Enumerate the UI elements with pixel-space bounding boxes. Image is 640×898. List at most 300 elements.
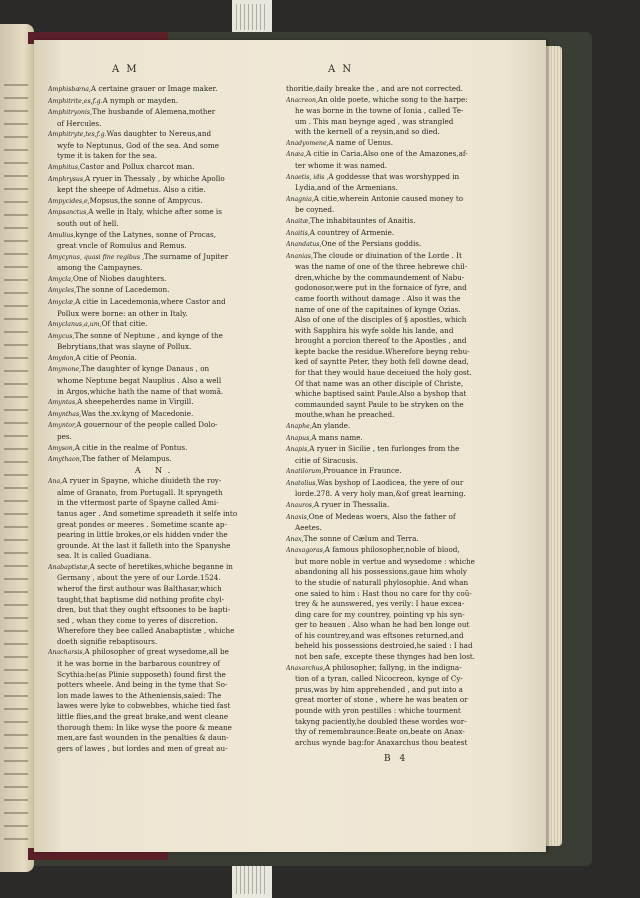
entry-headword: Amphisbæna, — [48, 86, 91, 93]
entry-text: Pollux were borne: an other in Italy. — [57, 308, 188, 318]
entry-text: with Sapphira his wyfe solde his lande, and — [295, 325, 454, 335]
entry-line — [286, 433, 501, 445]
entry-text: thoritie,daily breake the , and are not corrected. — [286, 84, 463, 93]
entry-line — [48, 595, 263, 606]
entry-line — [48, 309, 263, 320]
entry-text: it he was borne in the barbarous countrey of — [57, 659, 220, 669]
entry-text: A citie in the realme of Pontus. — [74, 442, 188, 452]
entry-text: sed , whan they come to yeres of discretion. — [57, 615, 218, 625]
entry-headword: Anapus, — [286, 434, 312, 442]
entry-headword: Anaxagoras, — [286, 547, 325, 555]
entry-line — [286, 545, 501, 557]
entry-text: lawes were lyke to cobwebbes, whiche tied fast — [57, 701, 231, 711]
entry-headword: Anaxarchus, — [286, 664, 325, 672]
entry-line — [48, 541, 263, 552]
entry-line — [286, 589, 501, 600]
entry-text: grounde. At the last it falleth into the Spanyshe — [57, 540, 231, 550]
entry-headword: Anaitæ, — [286, 217, 311, 225]
dictionary-entry — [48, 84, 263, 96]
entry-line — [286, 578, 501, 589]
entry-text: sea. It is called Guadiana. — [57, 551, 152, 561]
entry-text: A nymph or mayden. — [102, 95, 179, 105]
entry-line — [286, 410, 501, 421]
facing-page-edge — [0, 24, 34, 872]
entry-headword: Anaitis, — [286, 229, 310, 237]
entry-line — [286, 183, 501, 194]
entry-line — [286, 500, 501, 512]
entry-text: archus wynde bag:for Anaxarchus thou beatest — [295, 737, 468, 747]
entry-line — [286, 127, 501, 138]
entry-text: Lydia,and of the Armenians. — [295, 183, 398, 193]
entry-text: kynge of the Latynes, sonne of Procas, — [75, 229, 217, 239]
entry-line — [48, 174, 263, 186]
dictionary-entry — [286, 194, 501, 216]
dictionary-entry — [48, 454, 263, 466]
entry-text: in Argos,whiche hath the name of that womã. — [57, 386, 224, 396]
entry-text: Of that citie. — [101, 319, 148, 329]
entry-line — [286, 262, 501, 273]
dictionary-entry — [48, 364, 263, 397]
entry-text: whiche baptised saint Paule.Also a byshop that — [295, 389, 467, 399]
entry-text: Aeetes. — [295, 523, 322, 533]
entry-text: The cloude or diuination of the Lorde . It — [312, 250, 462, 260]
dictionary-entry — [48, 476, 263, 562]
entry-line — [286, 117, 501, 128]
entry-line — [286, 400, 501, 411]
entry-line — [48, 319, 263, 331]
entry-headword: Anæa, — [286, 151, 306, 159]
entry-text: wherof the first authour was Balthasar,which — [57, 584, 222, 594]
entry-line — [286, 106, 501, 117]
entry-line — [48, 151, 263, 162]
dictionary-entry — [286, 216, 501, 228]
entry-line — [48, 562, 263, 574]
entry-line — [48, 364, 263, 376]
running-header-left: A M — [112, 64, 139, 75]
entry-line — [48, 263, 263, 274]
entry-text: for that they would haue deceiued the holy gost. — [295, 368, 472, 378]
dictionary-entry — [286, 534, 501, 546]
entry-line — [48, 616, 263, 627]
entry-headword: Amphrysus, — [48, 175, 86, 183]
entry-line — [286, 294, 501, 305]
entry-line — [286, 216, 501, 228]
entry-line — [286, 466, 501, 478]
entry-text: Mopsus,the sonne of Ampycus. — [89, 195, 203, 205]
entry-text: Scythia:he(as Plinie supposeth) found first the — [57, 669, 226, 679]
entry-text: A citie in Lacedemonia,where Castor and — [75, 296, 226, 306]
entry-line — [286, 695, 501, 706]
entry-text: taught,that baptisme did nothing profite chyl- — [57, 594, 224, 604]
entry-headword: Ampycides,e, — [48, 197, 90, 205]
entry-text: One of the Persians goddis. — [321, 239, 422, 249]
entry-text: pes. — [57, 431, 72, 441]
entry-text: lon made lawes to the Atheniensis,saied: The — [57, 690, 222, 700]
entry-line — [48, 230, 263, 242]
entry-headword: Amythaon, — [48, 456, 82, 464]
entry-text: A mans name. — [311, 432, 363, 442]
entry-line — [48, 376, 263, 387]
entry-line — [48, 331, 263, 343]
entry-headword: Amycus, — [48, 332, 75, 340]
dictionary-entry — [48, 319, 263, 331]
entry-line — [48, 498, 263, 509]
dictionary-entry — [48, 562, 263, 648]
entry-headword: Anabaptistæ, — [48, 563, 90, 571]
entry-text: south out of hell. — [57, 218, 119, 228]
entry-line — [48, 219, 263, 230]
entry-line — [286, 379, 501, 390]
entry-line — [48, 84, 263, 96]
entry-line — [48, 659, 263, 670]
dictionary-entry — [48, 274, 263, 286]
entry-text: thorough them: In like wyse the poore & meane — [57, 722, 232, 732]
entry-line — [286, 84, 501, 95]
running-header-right: A N — [328, 64, 354, 75]
entry-headword: Anaxis, — [286, 513, 309, 521]
entry-line — [286, 567, 501, 578]
entry-line — [286, 444, 501, 456]
entry-text: great vncle of Romulus and Remus. — [57, 241, 187, 251]
entry-line — [48, 185, 263, 196]
entry-text: Wherefore they bee called Anabaptistæ , whiche — [57, 626, 235, 636]
signature-mark: B 4 — [384, 754, 409, 764]
entry-line — [286, 336, 501, 347]
entry-line — [48, 397, 263, 409]
dictionary-entry — [286, 172, 501, 194]
entry-line — [286, 138, 501, 150]
dictionary-entry — [48, 230, 263, 252]
dictionary-entry — [48, 162, 263, 174]
entry-headword: Amycles, — [48, 287, 77, 295]
entry-headword: Anagnia, — [286, 195, 314, 203]
entry-headword: Amphitus, — [48, 164, 80, 172]
entry-text: prus,was by him apprehended , and put into a — [295, 684, 463, 694]
entry-line — [48, 680, 263, 691]
entry-headword: Anaphe, — [286, 422, 312, 430]
entry-line — [48, 520, 263, 531]
entry-text: One of Medeas woers, Also the father of — [308, 511, 456, 521]
entry-line — [286, 674, 501, 685]
dictionary-entry — [286, 84, 501, 95]
entry-line — [286, 228, 501, 240]
entry-line — [48, 196, 263, 208]
entry-headword: Anapis, — [286, 446, 310, 454]
entry-headword: Ana, — [48, 478, 63, 486]
entry-text: doeth signifie rebaptisours. — [57, 636, 158, 646]
entry-text: kept the sheepe of Admetus. Also a citie. — [57, 185, 206, 195]
entry-text: A ryuer in Thessalia. — [313, 499, 390, 509]
dictionary-entry — [286, 444, 501, 466]
entry-line — [286, 283, 501, 294]
entry-text: potters wheele. And being in the tyme that So- — [57, 680, 228, 690]
entry-text: pearing in little brokes,or els hidden vnder the — [57, 530, 228, 540]
entry-line — [48, 744, 263, 755]
entry-text: great pondes or meeres . Sometime scante ap- — [57, 519, 227, 529]
entry-text: great morter of stone , where he was beaten or — [295, 695, 468, 705]
section-heading: A N. — [134, 465, 177, 475]
entry-line — [48, 488, 263, 499]
dictionary-entry — [48, 647, 263, 754]
entry-text: but more noble in vertue and wysedome : whiche — [295, 556, 475, 566]
entry-line — [286, 610, 501, 621]
entry-line — [286, 305, 501, 316]
dictionary-entry — [286, 251, 501, 421]
entry-headword: Amphitryonis, — [48, 109, 93, 117]
entry-text: whome Neptune begat Nauplius . Also a well — [57, 376, 222, 386]
entry-line — [48, 285, 263, 297]
entry-text: dren, but that they ought eftsoones to be bapti- — [57, 605, 231, 615]
entry-text: A secte of heretikes,whiche beganne in — [89, 561, 233, 571]
entry-line — [48, 647, 263, 659]
entry-headword: Anax, — [286, 535, 304, 543]
entry-line — [48, 443, 263, 455]
entry-text: A citie of Peonia. — [75, 352, 137, 362]
entry-line — [286, 172, 501, 184]
entry-text: Of that name was an other disciple of Christe, — [295, 378, 464, 388]
entry-text: um . This man beynge aged , was strangled — [295, 116, 454, 126]
entry-line — [286, 456, 501, 467]
entry-text: The sonne of Lacedemon. — [76, 285, 170, 295]
entry-line — [286, 326, 501, 337]
entry-text: beheld his possessions destroied,he saied : I had — [295, 641, 473, 651]
entry-line — [48, 342, 263, 353]
dictionary-entry — [286, 500, 501, 512]
entry-text: Was the.xv.kyng of Macedonie. — [81, 408, 194, 418]
entry-text: he was borne in the towne of Ionia , called Te- — [295, 106, 464, 116]
entry-text: godonosor,were put in the fornaice of fyre, and — [295, 283, 467, 293]
entry-text: The daughter of kynge Danaus , on — [81, 364, 210, 374]
entry-headword: Anatilorum, — [286, 468, 324, 476]
entry-text: one saied to him : Hast thou no care for thy coũ- — [295, 588, 472, 598]
entry-line — [286, 251, 501, 263]
entry-text: The surname of Jupiter — [143, 251, 229, 261]
entry-text: The sonne of Cælum and Terra. — [303, 533, 419, 543]
entry-line — [48, 241, 263, 252]
entry-line — [286, 478, 501, 490]
entry-line — [48, 605, 263, 616]
entry-line — [48, 297, 263, 309]
entry-text: Was byshop of Laodicea, the yere of our — [317, 477, 464, 487]
entry-line — [48, 409, 263, 421]
dictionary-entry — [286, 545, 501, 662]
entry-line — [48, 670, 263, 681]
entry-line — [286, 706, 501, 717]
dictionary-entry — [286, 421, 501, 433]
entry-headword: Amyntas, — [48, 399, 78, 407]
entry-line — [48, 107, 263, 119]
entry-headword: Ananias, — [286, 252, 313, 260]
entry-line — [48, 509, 263, 520]
entry-line — [286, 557, 501, 568]
entry-headword: Amphitrite,es,f.g. — [48, 97, 103, 105]
dictionary-entry — [286, 239, 501, 251]
entry-headword: Amydon, — [48, 354, 76, 362]
dictionary-entry — [48, 285, 263, 297]
entry-line — [286, 239, 501, 251]
entry-headword: Amycla, — [48, 275, 73, 283]
dictionary-entry — [286, 512, 501, 534]
entry-text: be coyned. — [295, 205, 335, 215]
entry-headword: Amphitryte,tes,f.g. — [48, 131, 107, 139]
entry-line — [286, 273, 501, 284]
entry-text: The sonne of Neptune , and kynge of the — [74, 330, 223, 340]
entry-text: brought a porcion thereof to the Apostles , and — [295, 336, 467, 346]
entry-text: name of one of the capitaines of kynge Ozias. — [295, 304, 461, 314]
entry-headword: Amyntor, — [48, 422, 77, 430]
entry-text: Was daughter to Nereus,and — [106, 129, 212, 139]
entry-text: to the studie of naturall phylosophie. And whan — [295, 578, 469, 588]
entry-line — [48, 701, 263, 712]
entry-text: commaunded saynt Paule to be stryken on the — [295, 399, 464, 409]
entry-line — [48, 691, 263, 702]
entry-text: with the kernell of a reysin,and so died. — [295, 127, 440, 137]
entry-headword: Amyclæ, — [48, 298, 76, 306]
entry-text: gers of lawes , but lordes and men of great au- — [57, 743, 228, 753]
dictionary-entry — [48, 196, 263, 208]
entry-line — [286, 368, 501, 379]
dictionary-entry — [48, 443, 263, 455]
entry-text: Castor and Pollux charcot man. — [79, 162, 195, 172]
entry-line — [286, 523, 501, 534]
entry-text: A famous philosopher,noble of blood, — [324, 545, 460, 555]
entry-text: A welle in Italy, whiche after some is — [88, 207, 222, 217]
entry-line — [286, 717, 501, 728]
entry-text: kepte backe the residue.Wherefore beyng rebu- — [295, 346, 470, 356]
entry-line — [286, 421, 501, 433]
entry-line — [48, 96, 263, 108]
dictionary-entry — [286, 95, 501, 138]
entry-headword: Anauros, — [286, 501, 314, 509]
dictionary-entry — [48, 207, 263, 229]
entry-text: not ben safe, excepte these thynges had ben lost. — [295, 652, 476, 662]
entry-headword: Amyson, — [48, 444, 75, 452]
entry-line — [286, 620, 501, 631]
entry-text: little flies,and the great brake,and went cleane — [57, 711, 229, 721]
entry-line — [286, 357, 501, 368]
entry-line — [286, 205, 501, 216]
entry-text: A ryuer in Spayne, whiche diuideth the roy- — [62, 476, 222, 486]
entry-text: A ryuer in Sicilie , ten furlonges from the — [309, 444, 460, 454]
entry-headword: Ampsanctus, — [48, 209, 89, 217]
entry-text: wyfe to Neptunus, God of the sea. And some — [57, 140, 219, 150]
right-text-column — [286, 84, 501, 748]
dictionary-entry — [48, 331, 263, 353]
entry-headword: Anaetis, idis , — [286, 173, 329, 181]
dictionary-entry — [286, 149, 501, 171]
dictionary-entry — [48, 129, 263, 162]
book-page — [34, 40, 546, 852]
entry-line — [48, 353, 263, 365]
entry-line — [286, 663, 501, 675]
entry-line — [48, 733, 263, 744]
entry-line — [286, 534, 501, 546]
entry-text: One of Niobes daughters. — [72, 273, 167, 283]
entry-text: takyng paciently,he doubled these wordes wor- — [295, 716, 467, 726]
entry-text: ked of sayntte Peter, they both fell downe dead, — [295, 357, 469, 367]
entry-line — [286, 641, 501, 652]
entry-line — [286, 194, 501, 206]
entry-line — [48, 723, 263, 734]
entry-text: among the Campaynes. — [57, 263, 143, 273]
dictionary-entry — [48, 252, 263, 274]
entry-line — [286, 149, 501, 161]
entry-text: in the vttermost parte of Spayne called Ami- — [57, 498, 219, 508]
entry-headword: Amynthas, — [48, 410, 82, 418]
entry-text: A goddesse that was worshypped in — [328, 171, 460, 181]
entry-line — [286, 631, 501, 642]
entry-headword: Anacharsis, — [48, 649, 85, 657]
dictionary-entry — [286, 663, 501, 749]
entry-line — [48, 274, 263, 286]
entry-line — [48, 129, 263, 141]
entry-text: A philosopher, fallyng, in the indigna- — [324, 662, 462, 672]
entry-text: tion of a tyran, called Nicocreon, kynge of Cy- — [295, 674, 463, 684]
entry-line — [286, 95, 501, 107]
entry-line — [48, 420, 263, 432]
entry-text: tanus ager . And sometime spreadeth it selfe into — [57, 508, 238, 518]
dictionary-entry — [48, 409, 263, 421]
dictionary-entry — [286, 138, 501, 150]
dictionary-entry — [48, 420, 263, 442]
entry-text: abandoning all his possessions,gaue him wholy — [295, 567, 467, 577]
entry-line — [286, 489, 501, 500]
entry-text: A sheepeherdes name in Virgill. — [77, 397, 194, 407]
entry-line — [286, 161, 501, 172]
entry-headword: Amycynus, quasi fine regibus , — [48, 253, 144, 261]
dictionary-entry — [48, 174, 263, 196]
entry-headword: Amymone, — [48, 366, 82, 374]
entry-line — [48, 141, 263, 152]
entry-text: An olde poete, whiche song to the harpe: — [317, 94, 468, 104]
entry-text: came foorth without damage . Also it was the — [295, 293, 461, 303]
entry-text: of Hercules. — [57, 118, 102, 128]
entry-headword: Anacreon, — [286, 96, 318, 104]
entry-line — [48, 207, 263, 219]
dictionary-entry — [286, 478, 501, 500]
entry-text: alme of Granato, from Portugall. It spryngeth — [57, 487, 223, 497]
entry-text: tyme it is taken for the sea. — [57, 151, 158, 161]
entry-text: lorde.278. A very holy man,&of great learning. — [295, 489, 466, 499]
entry-text: of his countrey,and was eftsones returned,and — [295, 630, 464, 640]
left-text-column — [48, 84, 263, 754]
entry-text: citie of Siracusis. — [295, 455, 358, 465]
entry-line — [48, 626, 263, 637]
entry-line — [48, 712, 263, 723]
entry-text: thy of remembraunce:Beate on,beate on Anax- — [295, 727, 465, 737]
entry-headword: Amyclanus,a,um, — [48, 321, 102, 329]
entry-text: A citie,wherein Antonie caused money to — [313, 193, 464, 203]
dictionary-entry — [286, 466, 501, 478]
entry-line — [48, 530, 263, 541]
entry-text: An ylande. — [311, 420, 351, 430]
entry-line — [48, 162, 263, 174]
entry-text: A countrey of Armenie. — [309, 227, 395, 237]
entry-line — [286, 727, 501, 738]
entry-line — [286, 347, 501, 358]
entry-line — [48, 387, 263, 398]
entry-line — [48, 119, 263, 130]
entry-headword: Anadyomene, — [286, 139, 329, 147]
dictionary-entry — [48, 107, 263, 129]
entry-line — [48, 476, 263, 488]
dictionary-entry — [48, 297, 263, 319]
entry-line — [48, 454, 263, 466]
entry-text: Bebrytians,that was slayne of Pollux. — [57, 342, 192, 352]
dictionary-entry — [48, 397, 263, 409]
entry-text: The inhabitauntes of Anaitis. — [310, 215, 416, 225]
dictionary-entry — [48, 96, 263, 108]
